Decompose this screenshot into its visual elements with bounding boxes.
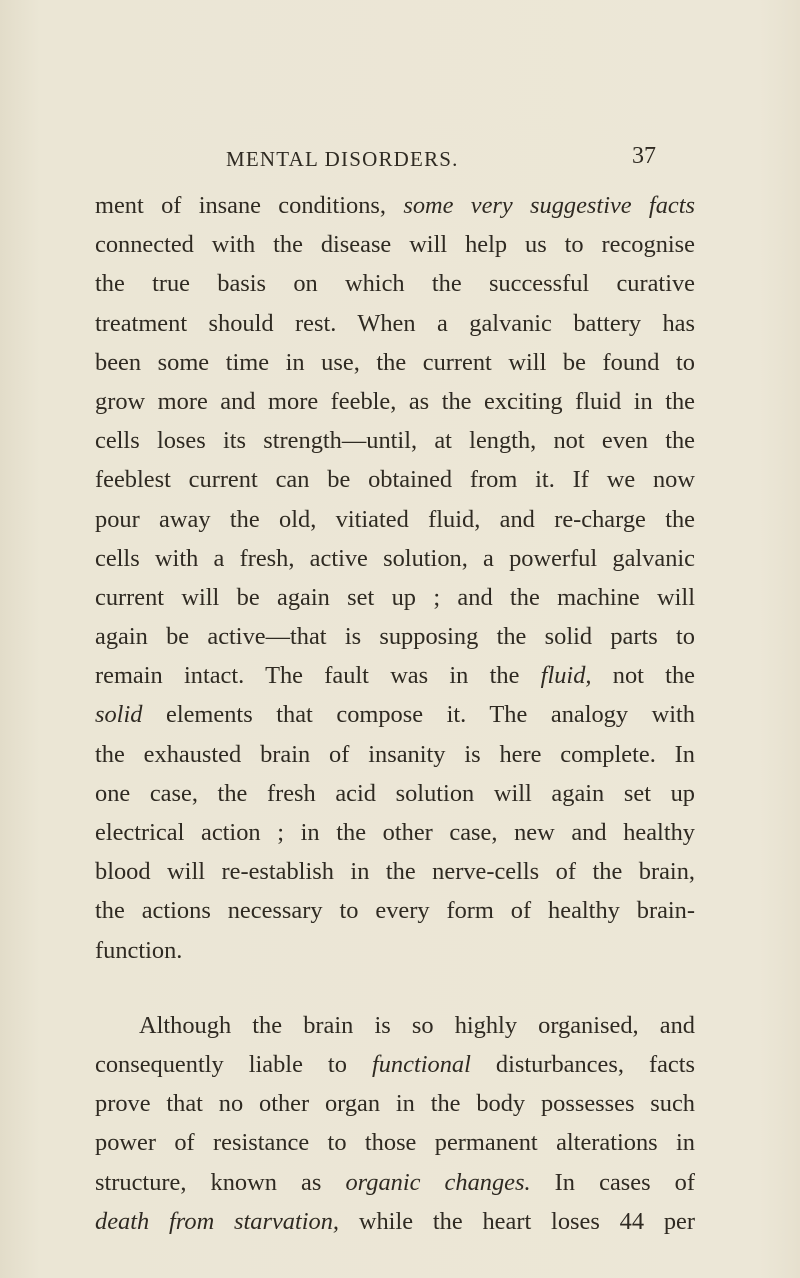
text-line: solid elements that compose it. The analogy with (95, 701, 695, 729)
text-line: electrical action ; in the other case, new and healthy (95, 819, 695, 846)
paragraph-1 (95, 186, 695, 970)
text-line: been some time in use, the current will be found to (95, 348, 695, 376)
italic-phrase: death from starvation, (95, 1207, 340, 1235)
text-line: pour away the old, vitiated fluid, and re-charge the (95, 505, 695, 533)
text-line: one case, the fresh acid solution will again set up (95, 779, 695, 807)
text-line: cells with a fresh, active solution, a powerful galvanic (95, 544, 695, 572)
text-line: Although the brain is so highly organised, and (139, 1011, 695, 1039)
text-line: connected with the disease will help us to recognise (95, 231, 695, 259)
text-line: function. (95, 936, 183, 964)
text-line: treatment should rest. When a galvanic battery has (95, 309, 695, 337)
text-line: cells loses its strength—until, at length, not even the (95, 427, 695, 455)
text-line: current will be again set up ; and the machine will (95, 583, 695, 611)
text-line: ment of insane conditions, some very suggestive facts (95, 192, 695, 219)
page-number: 37 (632, 143, 656, 169)
text-line: death from starvation, while the heart loses 44 per (95, 1207, 695, 1235)
text-line: blood will re-establish in the nerve-cells of the brain, (95, 858, 695, 886)
italic-word: fluid, (540, 662, 592, 690)
text-line: again be active—that is supposing the solid parts to (95, 623, 695, 651)
italic-phrase: some very suggestive facts (403, 192, 695, 219)
paragraph-2 (95, 1006, 695, 1241)
italic-phrase: organic changes. (345, 1168, 531, 1196)
body-text (95, 186, 695, 1241)
text-line: the true basis on which the successful curative (95, 270, 695, 298)
running-title: MENTAL DISORDERS. (226, 147, 459, 171)
text-line: structure, known as organic changes. In cases of (95, 1168, 696, 1196)
text-line: power of resistance to those permanent alterations in (95, 1129, 695, 1157)
text-line: remain intact. The fault was in the fluid, not the (95, 662, 695, 690)
paragraph-spacing (95, 970, 695, 1006)
text-line: grow more and more feeble, as the exciting fluid in the (95, 387, 695, 415)
text-line: prove that no other organ in the body possesses such (95, 1090, 695, 1118)
italic-word: functional (371, 1050, 471, 1078)
text-line: consequently liable to functional disturbances, facts (95, 1050, 695, 1078)
text-line: the exhausted brain of insanity is here complete. In (95, 740, 695, 768)
text-line: feeblest current can be obtained from it. If we now (95, 466, 695, 494)
text-line: the actions necessary to every form of healthy brain- (95, 897, 695, 925)
italic-word: solid (95, 701, 143, 729)
page-header (226, 143, 686, 177)
